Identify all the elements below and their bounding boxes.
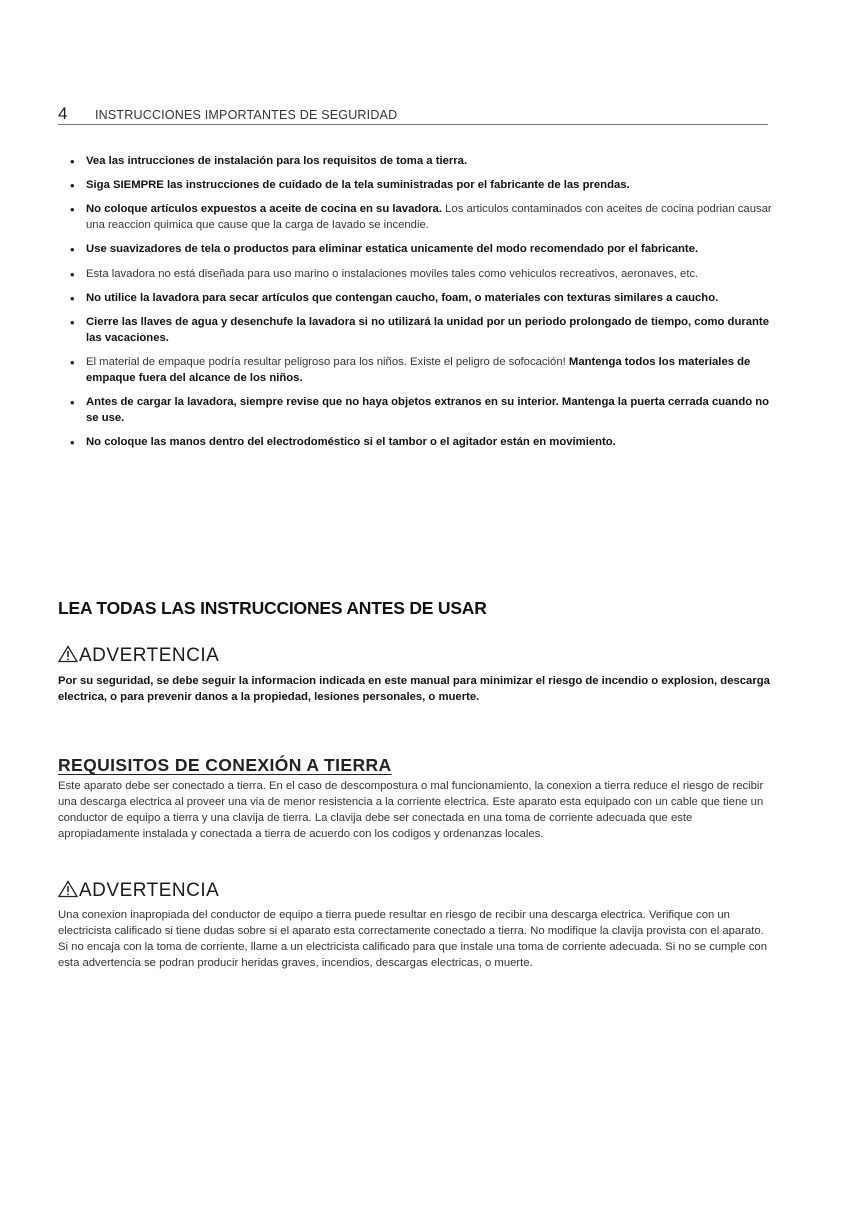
warning-body-2: Una conexion inapropiada del conductor de equipo a tierra puede resultar en riesgo de recibir una descarga electrica. Verifique con un electricista calificado si tiene dudas sobre si el aparato esta correctamente conectado a tierra. No modifique la clavija provista con el aparato. Si no encaja con la toma de corriente, llame a un electricista calificado para que instale una toma de corriente adecuada. Si no se cumple con esta advertencia se podran producir heridas graves, incendios, descargas electricas, o muerte.: [58, 909, 767, 969]
bullet-item: • Vea las intrucciones de instalación para los requisitos de toma a tierra.: [70, 154, 468, 169]
bullet-icon: •: [70, 242, 75, 258]
warning-heading-2: [58, 880, 219, 904]
bullet-item: • No utilice la lavadora para secar artículos que contengan caucho, foam, o materiales con texturas similares a caucho.: [70, 290, 719, 306]
bullet-item: • Use suavizadores de tela o productos para eliminar estatica unicamente del modo recomendado por el fabricante.: [70, 242, 699, 258]
page-number: 4: [58, 104, 68, 123]
bullet-item: • No coloque artículos expuestos a aceite de cocina en su lavadora. Los articulos contaminados con aceites de cocina podrian causar una reaccion quimica que cause que la carga de lavado se incendie.: [70, 202, 772, 232]
warning-heading: [58, 645, 219, 669]
warning-triangle-icon: [58, 880, 78, 904]
read-all-heading: LEA TODAS LAS INSTRUCCIONES ANTES DE USAR: [58, 598, 487, 618]
bullet-icon: •: [70, 354, 75, 370]
safety-bullet-list: [70, 154, 776, 459]
grounding-body: Este aparato debe ser conectado a tierra. En el caso de descompostura o mal funcionamiento, la conexion a tierra reduce el riesgo de recibir una descarga electrica al proveer una via de menor resistencia a la corriente electrica. Este aparato esta equipado con un cable que tiene un conductor de equipo a tierra y una clavija de tierra. La clavija debe ser conectada en una toma de corriente adecuada que este apropiadamente instalada y conectada a tierra de acuerdo con los codigos y ordenanzas locales.: [58, 780, 764, 840]
bullet-icon: •: [70, 154, 75, 169]
bullet-icon: •: [70, 394, 75, 410]
page-header: [58, 104, 768, 125]
warning-body: Por su seguridad, se debe seguir la informacion indicada en este manual para minimizar el riesgo de incendio o explosion, descarga electrica, o para prevenir danos a la propiedad, lesiones personales, o muerte.: [58, 675, 770, 703]
warning-triangle-icon: [58, 645, 78, 669]
bullet-item: • El material de empaque podría resultar peligroso para los niños. Existe el peligro de sofocación! Mantenga todos los materiales de empaque fuera del alcance de los niños.: [70, 354, 751, 384]
bullet-item: • No coloque las manos dentro del electrodoméstico si el tambor o el agitador están en movimiento.: [70, 434, 616, 450]
grounding-heading: REQUISITOS DE CONEXIÓN A TIERRA: [58, 755, 392, 775]
warning-title: ADVERTENCIA: [79, 645, 220, 666]
bullet-icon: •: [70, 434, 75, 450]
bullet-item: • Cierre las llaves de agua y desenchufe la lavadora si no utilizará la unidad por un periodo prolongado de tiempo, como durante las vacaciones.: [70, 314, 769, 344]
bullet-icon: •: [70, 314, 75, 330]
bullet-item: • Siga SIEMPRE las instrucciones de cuidado de la tela suministradas por el fabricante de las prendas.: [70, 178, 630, 194]
bullet-icon: •: [70, 202, 75, 218]
warning-title-2: ADVERTENCIA: [79, 880, 220, 901]
bullet-item: • Esta lavadora no está diseñada para uso marino o instalaciones moviles tales como vehiculos recreativos, aeronaves, etc.: [70, 266, 699, 282]
bullet-item: • Antes de cargar la lavadora, siempre revise que no haya objetos extranos en su interior. Mantenga la puerta cerrada cuando no se use.: [70, 394, 770, 424]
bullet-icon: •: [70, 178, 75, 194]
bullet-icon: •: [70, 290, 75, 306]
section-title: INSTRUCCIONES IMPORTANTES DE SEGURIDAD: [95, 108, 398, 122]
bullet-icon: •: [70, 266, 75, 282]
